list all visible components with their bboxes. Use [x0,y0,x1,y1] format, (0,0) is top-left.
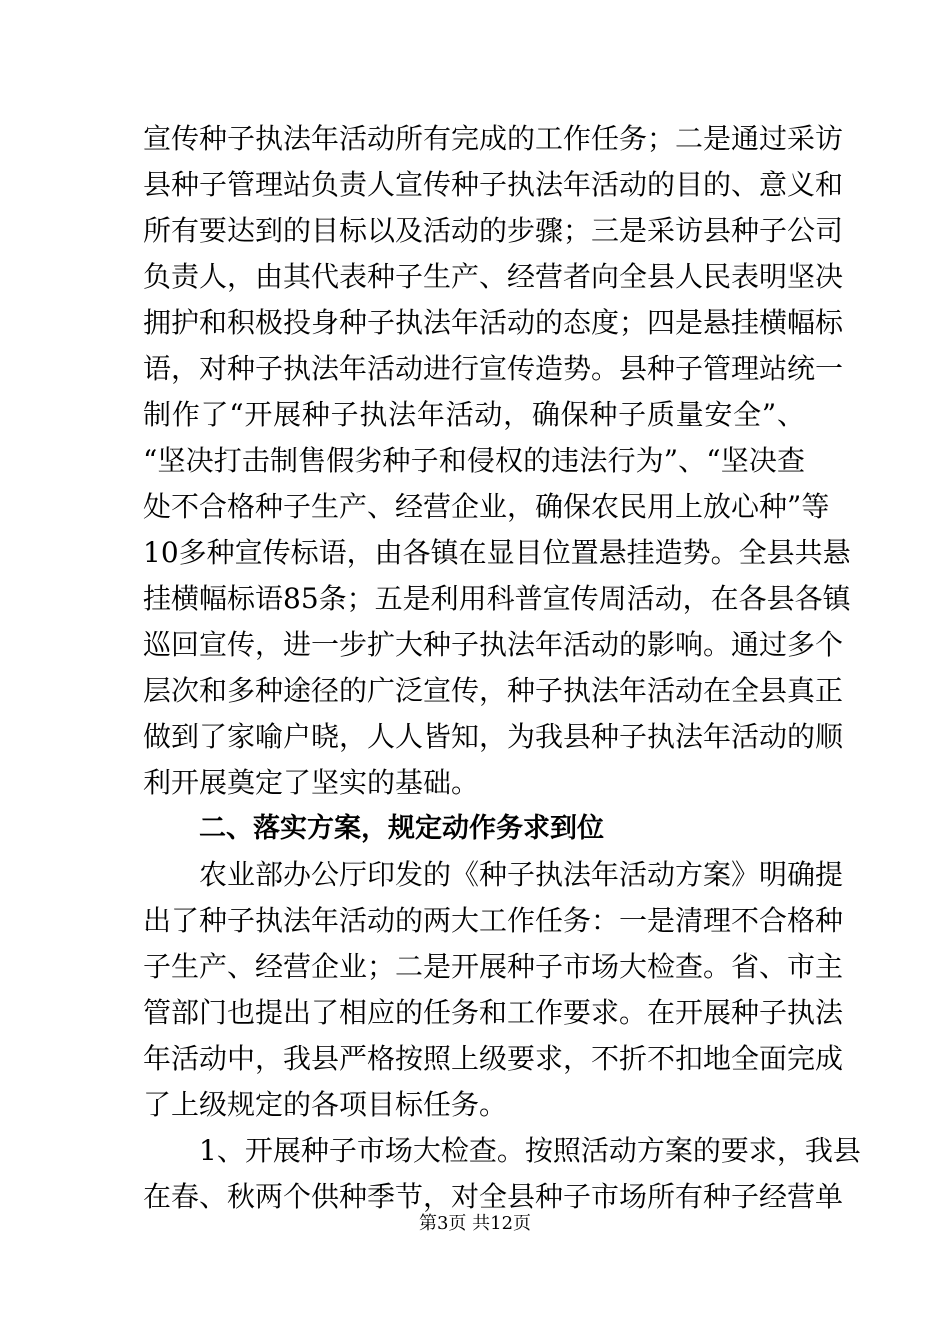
paragraph1-line-15: 利开展奠定了坚实的基础。 [143,766,480,799]
paragraph1-line-12: 巡回宣传，进一步扩大种子执法年活动的影响。通过多个 [143,628,844,661]
paragraph2-line-1: 农业部办公厅印发的《种子执法年活动方案》明确提 [199,858,844,891]
paragraph3-line-2: 在春、秋两个供种季节，对全县种子市场所有种子经营单 [143,1180,844,1213]
paragraph2-line-6: 了上级规定的各项目标任务。 [143,1088,508,1121]
paragraph1-line-9: 处不合格种子生产、经营企业，确保农民用上放心种”等 [143,490,830,523]
paragraph1-line-2: 县种子管理站负责人宣传种子执法年活动的目的、意义和 [143,168,844,201]
paragraph1-line-14: 做到了家喻户晓，人人皆知，为我县种子执法年活动的顺 [143,720,844,753]
paragraph2-line-3: 子生产、经营企业；二是开展种子市场大检查。省、市主 [143,950,844,983]
paragraph1-line-11: 挂横幅标语85条；五是利用科普宣传周活动，在各县各镇 [143,582,851,615]
paragraph2-line-2: 出了种子执法年活动的两大工作任务：一是清理不合格种 [143,904,844,937]
paragraph1-line-5: 拥护和积极投身种子执法年活动的态度；四是悬挂横幅标 [143,306,844,339]
paragraph1-line-1: 宣传种子执法年活动所有完成的工作任务；二是通过采访 [143,122,844,155]
paragraph1-line-6: 语，对种子执法年活动进行宣传造势。县种子管理站统一 [143,352,844,385]
paragraph1-line-13: 层次和多种途径的广泛宣传，种子执法年活动在全县真正 [143,674,844,707]
paragraph1-line-3: 所有要达到的目标以及活动的步骤；三是采访县种子公司 [143,214,844,247]
paragraph1-line-8: “坚决打击制售假劣种子和侵权的违法行为”、“坚决查 [143,444,805,477]
page-number-footer: 第3页 共12页 [418,1213,532,1234]
paragraph2-line-5: 年活动中，我县严格按照上级要求，不折不扣地全面完成 [143,1042,844,1075]
section-heading: 二、落实方案，规定动作务求到位 [199,813,604,844]
paragraph1-line-10: 10多种宣传标语，由各镇在显目位置悬挂造势。全县共悬 [143,536,851,569]
paragraph1-line-4: 负责人，由其代表种子生产、经营者向全县人民表明坚决 [143,260,844,293]
paragraph1-line-7: 制作了“开展种子执法年活动，确保种子质量安全”、 [143,398,805,431]
paragraph2-line-4: 管部门也提出了相应的任务和工作要求。在开展种子执法 [143,996,844,1029]
paragraph3-line-1: 1、开展种子市场大检查。按照活动方案的要求，我县 [199,1134,861,1167]
